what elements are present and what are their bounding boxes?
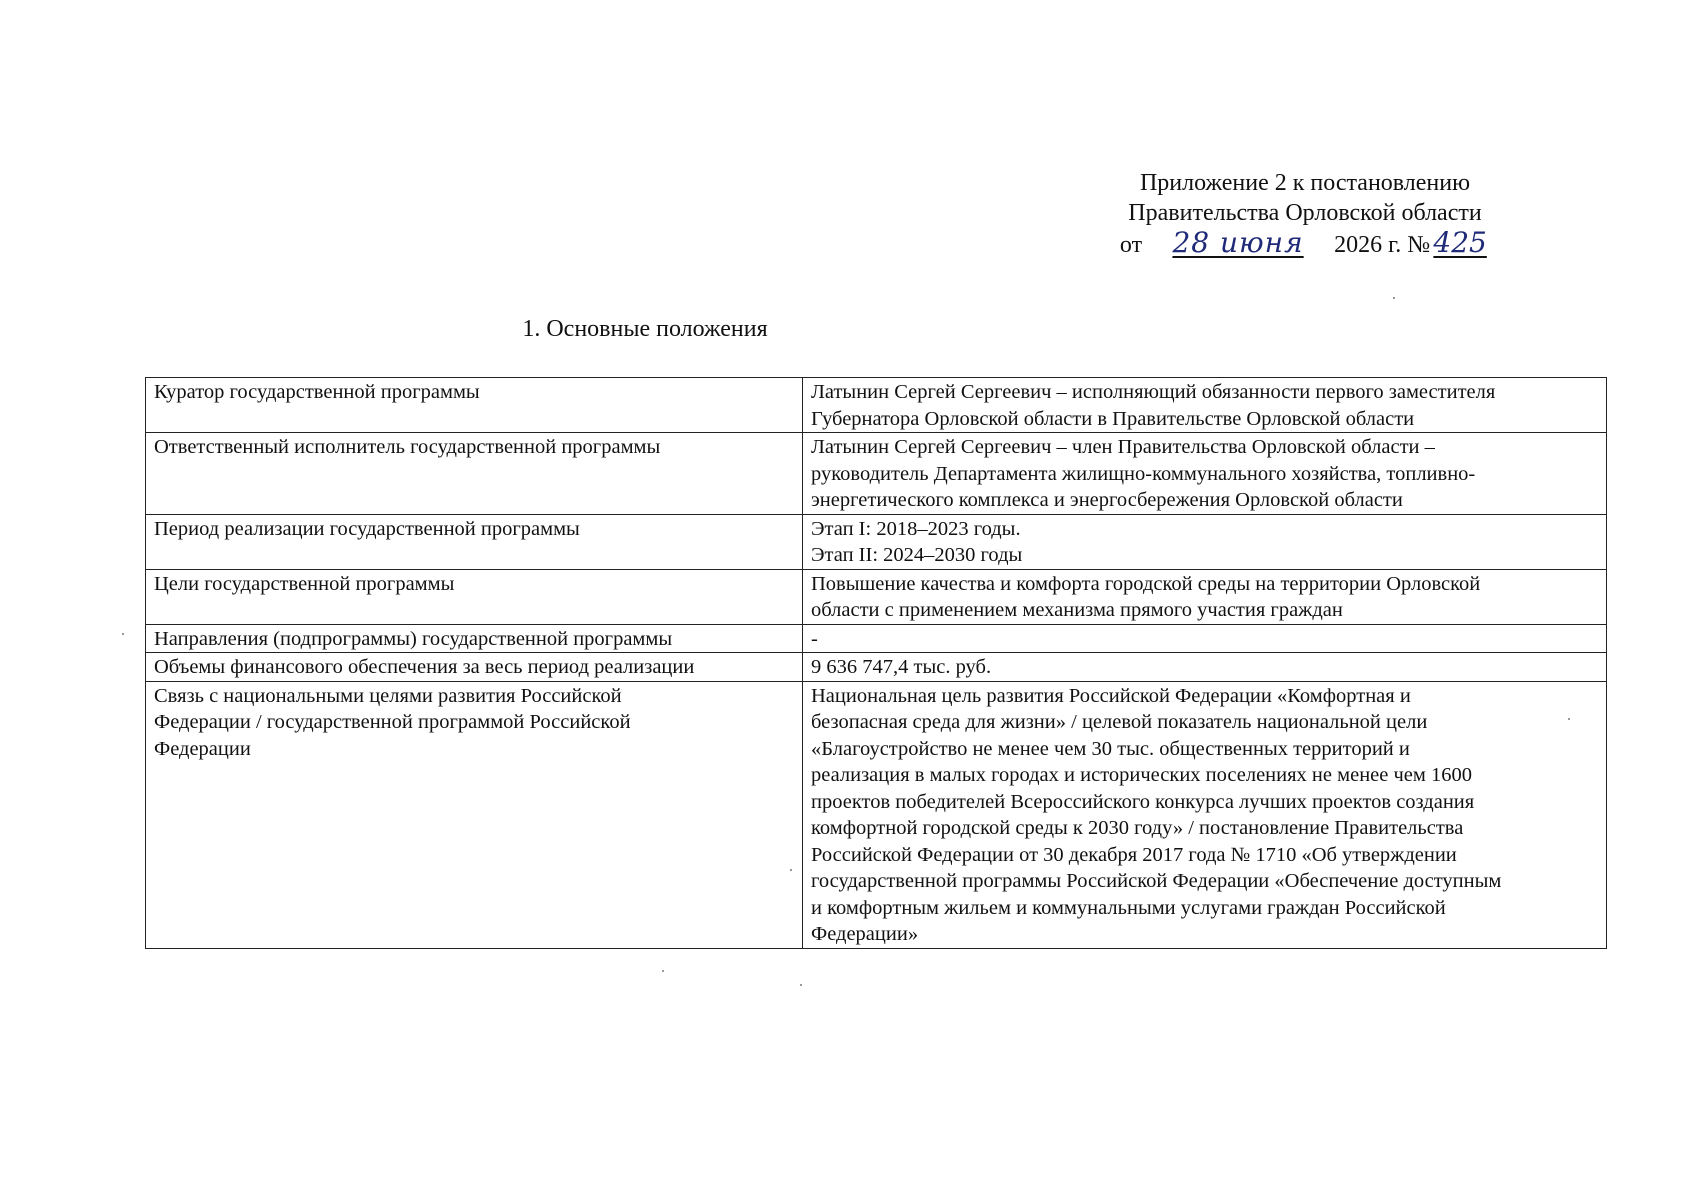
table-row xyxy=(146,653,1607,682)
value-line: Латынин Сергей Сергеевич – исполняющий обязанности первого заместителя xyxy=(811,381,1496,403)
row-label: Куратор государственной программы xyxy=(146,378,803,433)
scan-speck xyxy=(662,970,664,972)
value-line: «Благоустройство не менее чем 30 тыс. общественных территорий и xyxy=(811,737,1410,760)
row-value xyxy=(803,378,1607,433)
value-line: Этап I: 2018–2023 годы. xyxy=(811,517,1021,540)
main-provisions-table xyxy=(145,377,1607,949)
value-line: Российской Федерации от 30 декабря 2017 года № 1710 «Об утверждении xyxy=(811,843,1457,866)
value-line: Повышение качества и комфорта городской среды на территории Орловской xyxy=(811,572,1481,595)
value-line: государственной программы Российской Федерации «Обеспечение доступным xyxy=(811,870,1502,892)
value-line: Латынин Сергей Сергеевич – член Правительства Орловской области – xyxy=(811,436,1435,458)
row-value xyxy=(803,624,1607,653)
value-line: руководитель Департамента жилищно-коммунального хозяйства, топливно- xyxy=(811,462,1476,485)
label-line: Федерации xyxy=(154,737,251,760)
row-value xyxy=(803,681,1607,948)
scan-speck xyxy=(1393,297,1395,299)
value-line: 9 636 747,4 тыс. руб. xyxy=(811,656,992,678)
section-title: 1. Основные положения xyxy=(522,316,768,342)
value-line: Национальная цель развития Российской Федерации «Комфортная и xyxy=(811,684,1411,707)
row-label xyxy=(146,681,803,948)
label-line: Связь с национальными целями развития Российской xyxy=(154,684,622,707)
row-label: Цели государственной программы xyxy=(146,569,803,624)
table-row xyxy=(146,378,1607,433)
row-label: Объемы финансового обеспечения за весь период реализации xyxy=(146,653,803,682)
scan-speck xyxy=(800,984,802,986)
scan-speck xyxy=(1568,718,1570,720)
handwritten-number: 425 xyxy=(1433,226,1487,259)
table-row xyxy=(146,681,1607,948)
resolution-date-number xyxy=(1090,228,1520,260)
row-value xyxy=(803,653,1607,682)
value-line: энергетического комплекса и энергосбережения Орловской области xyxy=(811,489,1403,511)
scan-speck xyxy=(790,869,792,871)
table-row xyxy=(146,624,1607,653)
value-line: комфортной городской среды к 2030 году» / постановление Правительства xyxy=(811,817,1464,839)
value-line: Губернатора Орловской области в Правительстве Орловской области xyxy=(811,407,1415,430)
handwritten-date: 28 июня xyxy=(1172,226,1304,259)
value-line: области с применением механизма прямого участия граждан xyxy=(811,599,1343,621)
value-line: и комфортным жильем и коммунальными услугами граждан Российской xyxy=(811,896,1446,919)
table-row xyxy=(146,569,1607,624)
value-line: безопасная среда для жизни» / целевой показатель национальной цели xyxy=(811,711,1428,733)
document-header xyxy=(1090,168,1590,260)
value-line: Этап II: 2024–2030 годы xyxy=(811,544,1023,566)
table-row xyxy=(146,514,1607,569)
value-line: реализация в малых городах и исторических поселениях не менее чем 1600 xyxy=(811,764,1472,786)
from-label: от xyxy=(1119,232,1143,258)
value-line: проектов победителей Всероссийского конкурса лучших проектов создания xyxy=(811,790,1475,813)
scan-speck xyxy=(122,633,124,635)
row-label: Ответственный исполнитель государственной программы xyxy=(146,433,803,515)
value-line: Федерации» xyxy=(811,923,919,945)
row-label: Период реализации государственной программы xyxy=(146,514,803,569)
table-row xyxy=(146,433,1607,515)
row-value xyxy=(803,514,1607,569)
value-line: - xyxy=(811,627,818,650)
row-label: Направления (подпрограммы) государственной программы xyxy=(146,624,803,653)
appendix-title: Приложение 2 к постановлению xyxy=(1139,170,1471,196)
year-number-label: 2026 г. № xyxy=(1334,232,1431,258)
row-value xyxy=(803,433,1607,515)
label-line: Федерации / государственной программой Российской xyxy=(154,711,631,733)
government-name: Правительства Орловской области xyxy=(1128,200,1482,226)
row-value xyxy=(803,569,1607,624)
